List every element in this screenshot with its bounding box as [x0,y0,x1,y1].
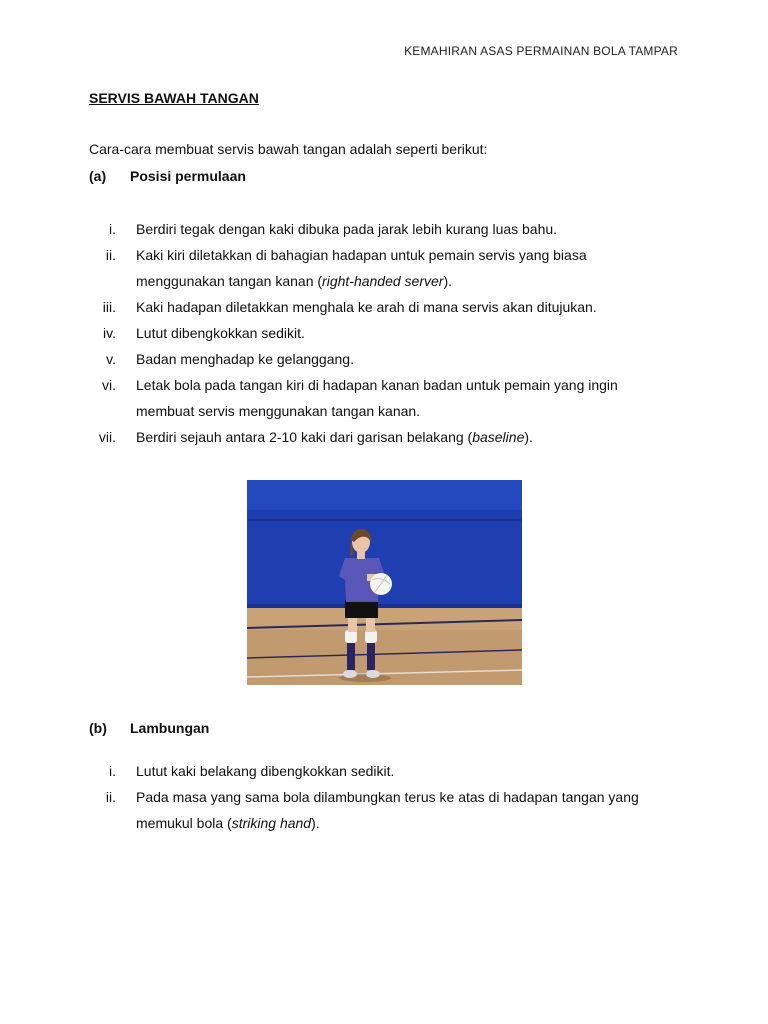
section-title: Lambungan [130,720,210,736]
list-text-italic: right-handed server [322,273,444,289]
list-text: Lutut kaki belakang dibengkokkan sedikit. [136,763,395,779]
list-item [0,320,676,346]
list-text: ). [443,273,453,289]
list-number: ii. [105,789,116,805]
list-number: vi. [102,377,116,393]
running-header: KEMAHIRAN ASAS PERMAINAN BOLA TAMPAR [404,44,678,58]
section-marker: (a) [89,168,107,184]
section-heading-a [89,168,246,184]
list-text-italic: striking hand [231,815,312,831]
list-number: i. [109,763,116,779]
list-item [0,784,676,836]
list-item [0,424,676,450]
list-number: iv. [103,325,116,341]
list-text: Kaki hadapan diletakkan menghala ke arah di mana servis akan ditujukan. [136,299,597,315]
list-text: Letak bola pada tangan kiri di hadapan kanan badan untuk pemain yang ingin membuat servis menggunakan tangan kanan. [136,377,618,419]
step-list-a [0,216,768,450]
list-item [0,242,676,294]
list-text: Badan menghadap ke gelanggang. [136,351,354,367]
list-number: i. [109,221,116,237]
step-list-b [0,758,768,836]
section-marker: (b) [89,720,107,736]
page-title: SERVIS BAWAH TANGAN [89,90,259,106]
list-text: Pada masa yang sama bola dilambungkan terus ke atas di hadapan tangan yang memukul bola ( [136,789,639,831]
list-item [0,346,676,372]
list-item [0,216,676,242]
list-number: ii. [105,247,116,263]
list-item [0,294,676,320]
list-number: vii. [98,429,116,445]
volleyball-player-photo [247,480,522,685]
list-text: Lutut dibengkokkan sedikit. [136,325,305,341]
intro-paragraph: Cara-cara membuat servis bawah tangan adalah seperti berikut: [89,141,488,157]
list-text: Kaki kiri diletakkan di bahagian hadapan untuk pemain servis yang biasa menggunakan tangan kanan ( [136,247,587,289]
list-text: Berdiri sejauh antara 2-10 kaki dari garisan belakang ( [136,429,473,445]
list-number: iii. [102,299,116,315]
list-number: v. [106,351,116,367]
list-item [0,758,676,784]
list-text-italic: baseline [472,429,525,445]
list-text: ). [524,429,533,445]
list-text: ). [311,815,320,831]
section-heading-b [89,720,209,736]
list-text: Berdiri tegak dengan kaki dibuka pada jarak lebih kurang luas bahu. [136,221,558,237]
list-item [0,372,676,424]
section-title: Posisi permulaan [130,168,246,184]
